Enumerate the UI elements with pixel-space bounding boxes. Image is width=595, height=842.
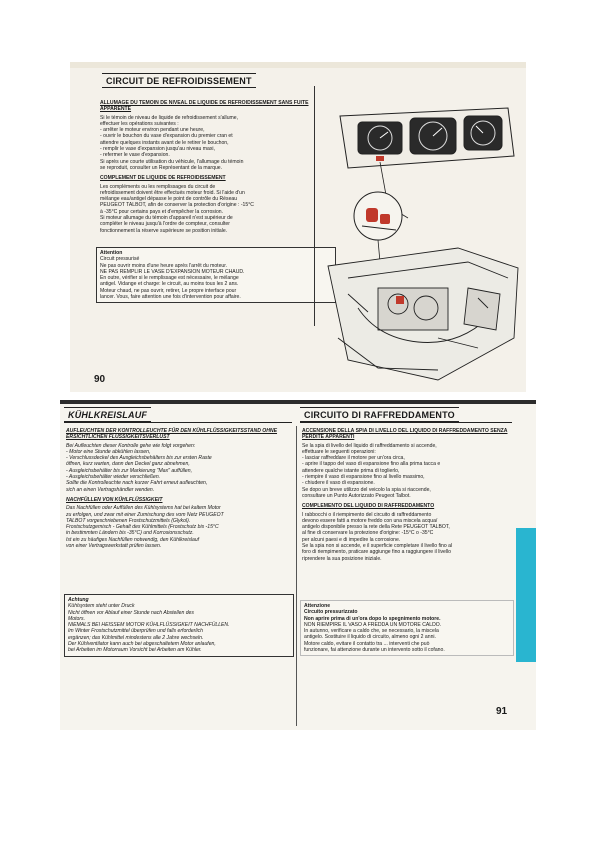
text-line: Ist ein zu häufiges Nachfüllen notwendig, den Kühlkreislauf (66, 536, 200, 543)
text-line: funzionare, fai attenzione durante un intervento sotto il cofano. (304, 647, 445, 654)
text-line: In autunno, verificare a caldo che, se necessario, la miscela (304, 628, 439, 635)
top-text-column (100, 100, 332, 234)
text-line: Se dopo un breve utilizzo del veicolo la spia si riaccende, (302, 486, 431, 493)
text-line: PEUGEOT TALBOT, afin de conserver la protection d'origine : -15°C (100, 202, 254, 209)
section-heading: ACCENSIONE DELLA SPIA DI LIVELLO DEL LIQUIDO DI RAFFREDDAMENTO SENZA PERDITE APPARENTI (302, 428, 508, 441)
text-line: attendre quelques instants avant de le retirer le bouchon, (100, 139, 229, 146)
text-line: Ne pas ouvrir moins d'une heure après l'arrêt du moteur. (100, 262, 228, 269)
text-line: - riempire il vaso di espansione fino al livello massimo, (302, 474, 425, 481)
top-page-title: CIRCUIT DE REFROIDISSEMENT (102, 76, 256, 88)
text-line: effectuer les opérations suivantes : (100, 120, 179, 127)
text-line: - ouvrir le bouchon du vase d'expansion du premier cran et (100, 133, 233, 140)
text-line: sich an einen Vertragshändler wenden. (66, 486, 155, 493)
italian-text-column (302, 428, 512, 562)
section-thumb-tab (516, 528, 536, 662)
text-line: Si le témoin de niveau de liquide de refroidissement s'allume, (100, 114, 239, 121)
text-line: fonctionnement la réserve supérieure se position initiale. (100, 227, 228, 234)
section-body (100, 184, 332, 234)
text-line: Der Kühlventilator kann auch bei abgeschaltetem Motor anlaufen, (68, 641, 216, 648)
text-line: mélange eau/antigel dépasse le point de contrôle du Réseau (100, 196, 238, 203)
text-line: NE PAS REMPLIR LE VASE D'EXPANSION MOTEUR CHAUD. (100, 268, 245, 275)
text-line: I rabbocchi o il riempimento del circuito di raffreddamento (302, 511, 432, 518)
german-warning-box (64, 594, 294, 657)
engine-illustration (318, 98, 524, 386)
german-text-column (66, 428, 290, 549)
section-heading: NACHFÜLLEN VON KÜHLFLÜSSIGKEIT (66, 496, 163, 503)
title-rule (300, 422, 512, 423)
text-line: Si après une courte utilisation du véhicule, l'allumage du témoin (100, 158, 244, 165)
italian-warning-box (300, 600, 514, 656)
text-line: von einer Vertragswerkstatt prüfen lassen. (66, 543, 162, 550)
text-line: En outre, vérifier si le remplissage est nécessaire, le mélange (100, 275, 239, 282)
warning-heading: Achtung (68, 597, 89, 603)
text-line: Si moteur allumage du témoin d'appareil n'est supérieur de (100, 215, 233, 222)
text-line: in bestimmten Ländern bis -35°C) und Korrosionsschutz. (66, 530, 194, 537)
right-page-title: CIRCUITO DI RAFFREDDAMENTO (300, 410, 459, 422)
column-divider (314, 86, 315, 326)
text-line: riprendere la sua posizione iniziale. (302, 555, 382, 562)
bottom-page (60, 400, 536, 730)
text-line: - aprire il tappo del vaso di espansione fino alla prima tacca e (302, 461, 441, 468)
section-heading: COMPLEMENTO DEL LIQUIDO DI RAFFREDDAMENTO (302, 503, 435, 510)
warning-box (96, 247, 336, 303)
text-line: antigelo. Sostituire il liquido di circuito, almeno ogni 2 anni. (304, 634, 436, 641)
title-rule (64, 422, 292, 423)
text-line: Moteur chaud, ne pas ouvrir, retirer, Le propre interface pour (100, 287, 237, 294)
text-line: consultare un Punto Autorizzato Peugeot Talbot. (302, 492, 411, 499)
section-heading: ALLUMAGE DU TEMOIN DE NIVEAL DE LIQUIDE DE REFROIDISSEMENT SANS FUITE APPARENTE (100, 100, 309, 113)
warning-heading: Attention (100, 250, 123, 256)
warning-heading: Attenzione (304, 603, 331, 609)
text-line: - Ausgleichsbehälter bis zur Markierung "Max" auffüllen, (66, 467, 193, 474)
text-line: zu erfolgen, und zwar mit einer Zumischung des vom Netz PEUGEOT (66, 511, 224, 518)
top-page (70, 62, 526, 392)
text-line: antigel. Vidange et charge: le circuit, au moins tous les 2 ans. (100, 281, 239, 288)
text-line: NON RIEMPIRE IL VASO A FREDDA UN MOTORE CALDO. (304, 621, 442, 628)
text-line: refroidissement doivent être effectués moteur froid. Si l'aide d'un (100, 189, 245, 196)
instrument-cluster (340, 108, 514, 168)
engine-bay (328, 248, 518, 380)
text-line: Bei Aufleuchten dieser Kontrolle gehe wie folgt vorgehen: (66, 442, 196, 449)
text-line: Circuit pressurisé (100, 256, 140, 263)
text-line: - arrêter le moteur environ pendant une heure, (100, 127, 205, 134)
section-heading: COMPLEMENT DE LIQUIDE DE REFROIDISSEMENT (100, 175, 226, 182)
binding-edge (60, 400, 536, 404)
text-line: Non aprire prima di un'ora dopo lo spegnimento motore. (304, 615, 441, 622)
text-line: Les compléments ou les remplissages du circuit de (100, 183, 216, 190)
text-line: - Motor eine Stunde abkühlen lassen, (66, 448, 151, 455)
page-edge (70, 62, 526, 68)
section-heading: AUFLEUCHTEN DER KONTROLLEUCHTE FÜR DEN KÜHLFLÜSSIGKEITSSTAND OHNE ERSICHTLICHEN FLÜSSIGKEITSVERLUST (66, 428, 278, 441)
text-line: se reproduit, consulter un Représentant de la marque. (100, 164, 223, 171)
text-line: lancer. Vous, faire attention une fois d'intervention pour affaire. (100, 294, 241, 301)
text-line: Sollte die Kontrolleuchte nach kurzer Fahrt erneut aufleuchten, (66, 480, 208, 487)
text-line: foro di riempimento, praticare aggiunge fino a raggiungere il livello (302, 549, 451, 556)
text-line: devono essere fatti a motore freddo con una miscela acqua/ (302, 517, 438, 524)
text-line: Im Winter Frostschutzmittel überprüfen und falls erforderlich (68, 628, 203, 635)
text-line: Motors. (68, 615, 85, 622)
text-line: Se la spia di livello del liquido di raffreddamento si accende, (302, 442, 437, 449)
section-body (100, 115, 332, 172)
text-line: öffnen, kurz warten, dann den Deckel ganz abnehmen, (66, 461, 190, 468)
text-line: Se la spia non si accende, e il superficie completare il livello fino al (302, 543, 453, 550)
text-line: Frostschutzgemisch - Gehalt des Kühlmittels (Frostschutz bis -15°C (66, 524, 219, 531)
text-line: effettuare le seguenti operazioni: (302, 448, 376, 455)
text-line: ergänzen; das Kühlmittel mindestens alle 2 Jahre wechseln. (68, 634, 204, 641)
text-line: TALBOT vorgeschriebenen Frostschutzmittels (Glykol). (66, 517, 191, 524)
text-line: compléter le niveau jusqu'à l'ordre de compteur, consulter (100, 221, 230, 228)
text-line: - refermer le vase d'expansion. (100, 152, 170, 159)
text-line: al fine di conservare la protezione d'origine: -15°C o -35°C (302, 530, 434, 537)
text-line: Kühlsystem steht unter Druck (68, 603, 135, 610)
text-line: bei Arbeiten im Motorraum Vorsicht bei Arbeiten am Kühler. (68, 647, 202, 654)
left-page-title: KÜHLKREISLAUF (64, 410, 151, 422)
text-line: antigelo disponibile presso la rete della Rete PEUGEOT TALBOT, (302, 524, 450, 531)
page-gutter (296, 426, 297, 726)
text-line: - lasciar raffreddare il motore per un'ora circa, (302, 455, 405, 462)
text-line: Nicht öffnen vor Ablauf einer Stunde nach Abstellen des (68, 609, 194, 616)
text-line: Motore caldo, evitare il contatto tra ... interventi che può (304, 640, 430, 647)
text-line: NIEMALS BEI HEISSEM MOTOR KÜHLFLÜSSIGKEIT NACHFÜLLEN. (68, 622, 230, 629)
text-line: - Verschlussdeckel des Ausgleichsbehälters bis zur ersten Raste (66, 455, 212, 462)
text-line: - remplir le vase d'expansion jusqu'au niveau maxi, (100, 146, 215, 153)
text-line: Circuito pressurizzato (304, 609, 358, 616)
text-line: à -35°C pour certains pays et d'empêcher la corrosion. (100, 208, 224, 215)
page-number: 90 (94, 374, 106, 385)
text-line: - chiudere il vaso di espansione. (302, 480, 375, 487)
text-line: attendere qualche istante prima di toglierlo, (302, 467, 400, 474)
text-line: Das Nachfüllen oder Auffüllen des Kühlsystems hat bei kaltem Motor (66, 505, 221, 512)
page-number: 91 (496, 706, 508, 717)
text-line: per alcuni paesi e di impedire la corrosione. (302, 536, 401, 543)
text-line: - Ausgleichsbehälter wieder verschließen. (66, 474, 161, 481)
